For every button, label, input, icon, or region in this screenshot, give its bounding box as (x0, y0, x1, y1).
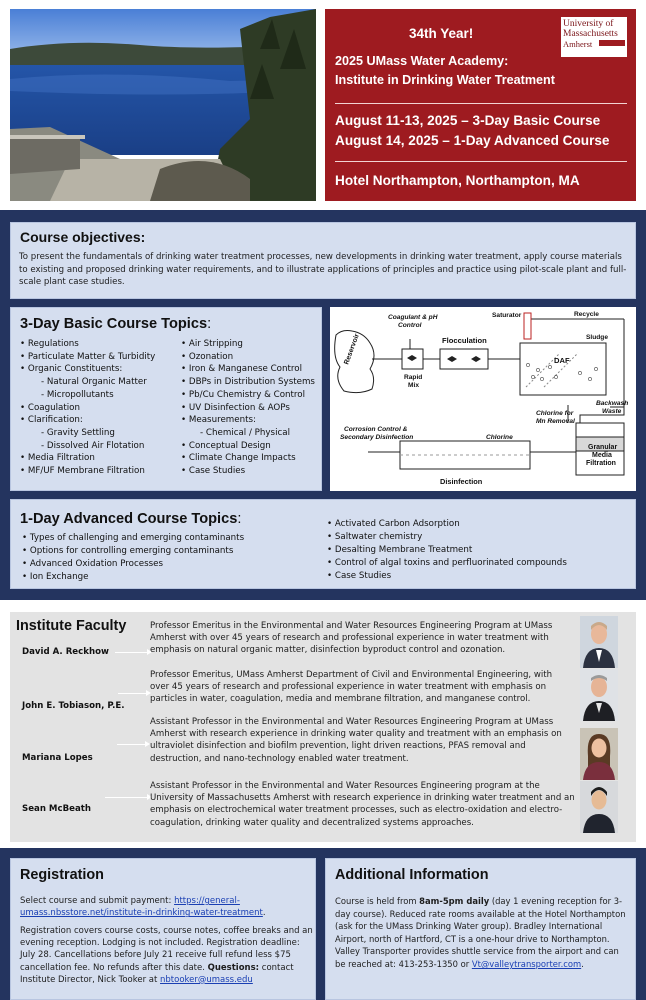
coagulant-label: Coagulant & pH (388, 314, 438, 321)
additional-info-card (325, 858, 636, 1000)
list-item: • Case Studies (181, 466, 246, 476)
payment-period: . (262, 908, 266, 919)
reservoir-photo (10, 9, 316, 201)
arrow-icon (115, 652, 149, 653)
list-item: • Desalting Membrane Treatment (327, 545, 473, 555)
bio-line: emphasis on natural organic matter, disinfection byproduct control and ozonation. (150, 645, 506, 656)
arrow-icon (105, 797, 149, 798)
faculty-bio (150, 669, 552, 706)
list-item: • UV Disinfection & AOPs (181, 402, 290, 413)
chlorine-label: Chlorine (486, 434, 513, 441)
details-line: Registration covers course costs, course notes, coffee breaks and an (20, 926, 313, 936)
list-item: • Clarification: (20, 415, 83, 426)
logo-line-2: Massachusetts (563, 29, 618, 39)
info-hours: 8am-5pm daily (419, 896, 490, 906)
info-line: Airport, north of Hartford, CT is a one-hour drive to Northampton. (335, 933, 610, 944)
chlorine-mn-label: Chlorine for (536, 410, 574, 417)
faculty-photo (580, 781, 618, 833)
saturator-tank (524, 313, 531, 339)
faculty-name: David A. Reckhow (22, 647, 109, 657)
faculty-bio (150, 780, 575, 829)
logo-line-3: Amherst (563, 39, 593, 49)
daf-tank (520, 343, 606, 395)
list-item: • Options for controlling emerging contaminants (22, 546, 234, 556)
daf-label: DAF (554, 356, 570, 365)
bio-line: destruction, and nano-technology enabled water treatment. (150, 753, 409, 764)
faculty-section (10, 612, 636, 842)
info-line: Valley Transporter provides shuttle service from the airport and can (335, 946, 619, 957)
bio-line: University of Massachusetts Amherst with research experience in drinking water treatment and an (150, 793, 575, 804)
list-item: • Saltwater chemistry (327, 532, 423, 542)
bio-line: Professor Emeritus, UMass Amherst Department of Civil and Environmental Engineering, with (150, 670, 553, 680)
list-item: • Ion Exchange (22, 572, 89, 582)
process-diagram (330, 307, 636, 491)
list-item: • Particulate Matter & Turbidity (20, 351, 156, 362)
faculty-photo (580, 616, 618, 668)
list-item: • Regulations (20, 339, 79, 349)
bio-line: emphasis on electrochemical water treatment processes, such as electro-oxidation and electro- (150, 805, 563, 816)
info-line: (ask for the UMass Drinking Water group). Bradley International (335, 921, 603, 932)
list-item: • MF/UF Membrane Filtration (20, 466, 145, 476)
list-item: - Chemical / Physical (200, 427, 290, 438)
granular-label-3: Filtration (586, 460, 616, 467)
objectives-card (10, 222, 636, 299)
year-badge: 34th Year! (409, 26, 474, 41)
disinfection-label: Disinfection (440, 477, 483, 486)
date-basic: August 11-13, 2025 – 3-Day Basic Course (335, 113, 601, 128)
reservoir-label: Reservoir (343, 332, 361, 366)
bio-line: Amherst with over 45 years of research and professional experience in water treatment with (150, 633, 549, 644)
info-suffix: (day 1 evening reception for 3- (489, 896, 623, 906)
granular-label: Granular (588, 444, 618, 451)
basic-title-text: 3-Day Basic Course Topics (20, 316, 208, 332)
course-info-band (0, 210, 646, 600)
title-line-1: 2025 UMass Water Academy: (335, 54, 509, 68)
list-item: • Air Stripping (181, 339, 243, 349)
sludge-label: Sludge (586, 334, 608, 341)
backwash-label: Backwash (596, 400, 629, 407)
corrosion-label: Corrosion Control & (344, 426, 408, 433)
saturator-label: Saturator (492, 312, 522, 319)
list-item: - Micropollutants (41, 389, 114, 400)
info-prefix: Course is held from (335, 896, 420, 906)
bio-line: over 45 years of research and professional experience in water treatment with emphasis on (150, 682, 547, 693)
additional-text (335, 895, 633, 971)
advanced-title (20, 511, 241, 527)
bio-line: Amherst with research experience in drinking water quality and treatment with an emphasis on (150, 729, 562, 740)
basic-title-colon: : (207, 316, 212, 332)
registration-details (20, 925, 316, 986)
objectives-title: Course objectives: (20, 229, 146, 245)
bio-line: Assistant Professor in the Environmental and Water Resources Engineering program at the (150, 781, 540, 791)
list-item: • Climate Change Impacts (181, 453, 296, 464)
list-item: • Case Studies (327, 571, 392, 581)
info-band (0, 848, 646, 1000)
objectives-text: To present the fundamentals of drinking water treatment processes, new developments in drinking water treatment, apply course materials to existing and proposed drinking water requirements, and to illustrate applications of principles and practice using pilot-scale plant and full-scale plant case studies. (19, 252, 627, 288)
registration-payment (20, 895, 312, 919)
faculty-name: John E. Tobiason, P.E. (22, 701, 125, 711)
divider (335, 103, 627, 104)
faculty-photo (580, 728, 618, 780)
granular-label-2: Media (592, 452, 612, 459)
list-item: - Dissolved Air Flotation (41, 440, 145, 451)
chlorine-mn-label-2: Mn Removal (536, 418, 575, 425)
payment-prefix: Select course and submit payment: (20, 896, 175, 906)
rapid-mix-label: Rapid (404, 374, 423, 381)
basic-title (20, 316, 211, 332)
logo-line-1: University of (563, 19, 614, 29)
contact-prefix: Institute Director, Nick Tooker at (20, 974, 161, 985)
date-advanced: August 14, 2025 – 1-Day Advanced Course (335, 133, 610, 148)
list-item: • Advanced Oxidation Processes (22, 559, 164, 569)
list-item: • Activated Carbon Adsorption (327, 519, 460, 529)
advanced-topics-card (10, 499, 636, 589)
backwash-label-2: Waste (602, 408, 622, 415)
list-item: • Iron & Manganese Control (181, 364, 302, 375)
faculty-title: Institute Faculty (16, 618, 127, 634)
list-item: • Organic Constituents: (20, 364, 123, 375)
faculty-bio (150, 620, 552, 657)
additional-title: Additional Information (335, 867, 489, 883)
list-item: • Pb/Cu Chemistry & Control (181, 389, 306, 400)
questions-text: contact (259, 962, 294, 973)
title-line-2: Institute in Drinking Water Treatment (335, 73, 555, 87)
list-item: • Media Filtration (20, 453, 95, 464)
faculty-photo (580, 669, 618, 721)
details-line: July 28. Cancellations before July 21 receive full refund less $75 (20, 950, 291, 961)
bio-line: Assistant Professor in the Environmental and Water Resources Engineering Program at UMass (150, 717, 554, 727)
questions-label: Questions: (207, 962, 260, 973)
registration-title: Registration (20, 867, 104, 883)
list-item: - Gravity Settling (41, 427, 115, 438)
list-item: • Measurements: (181, 415, 256, 426)
bio-line: coagulation, drinking water quality and decentralized systems approaches. (150, 817, 474, 828)
shuttle-period: . (581, 958, 584, 969)
list-item: - Natural Organic Matter (41, 377, 147, 388)
advanced-title-text: 1-Day Advanced Course Topics (20, 511, 238, 527)
list-item: • Types of challenging and emerging contaminants (22, 533, 245, 543)
arrow-icon (117, 744, 147, 745)
bio-line: particles in water, coagulation, media and membrane filtration, and manganese control. (150, 694, 531, 705)
title-panel (325, 9, 636, 201)
faculty-bio (150, 716, 562, 765)
venue: Hotel Northampton, Northampton, MA (335, 173, 580, 188)
faculty-name: Mariana Lopes (22, 753, 93, 763)
list-item: • Control of algal toxins and perfluorinated compounds (327, 558, 567, 568)
list-item: • Conceptual Design (181, 440, 271, 451)
shuttle-prefix: be reached at: 413-253-1350 or (335, 958, 472, 969)
list-item: • Coagulation (20, 402, 80, 413)
list-item: • Ozonation (181, 351, 234, 362)
bio-line: Professor Emeritus in the Environmental and Water Resources Engineering Program at UMass (150, 621, 553, 631)
divider (335, 161, 627, 162)
shuttle-email-link[interactable]: Vt@valleytransporter.com (471, 958, 582, 969)
registration-link[interactable]: https://general- (174, 896, 240, 906)
advanced-title-colon: : (237, 511, 242, 527)
registration-link-cont[interactable]: umass.nbsstore.net/institute-in-drinking-water-treatment (20, 908, 263, 919)
rapid-mix-label-2: Mix (408, 382, 419, 389)
contact-email-link[interactable]: nbtooker@umass.edu (160, 974, 253, 985)
arrow-icon (118, 693, 148, 694)
coagulant-label-2: Control (398, 322, 422, 329)
registration-card (10, 858, 316, 1000)
basic-topics-card (10, 307, 322, 491)
details-line: evening reception. Lodging is not included. Registration deadline: (20, 938, 300, 949)
recycle-label: Recycle (574, 311, 599, 318)
corrosion-label-2: Secondary Disinfection (340, 434, 414, 441)
faculty-name: Sean McBeath (22, 804, 91, 814)
details-line: cancellation fee. No refunds after this date. (20, 962, 208, 973)
bio-line: ultraviolet disinfection and biofilm prevention, light driven reactions, PFAS removal and (150, 741, 526, 752)
info-line: day course). Reduced rate rooms available at the Hotel Northampton (335, 908, 626, 919)
flocculation-label: Flocculation (442, 336, 487, 345)
list-item: • DBPs in Distribution Systems (181, 377, 315, 388)
